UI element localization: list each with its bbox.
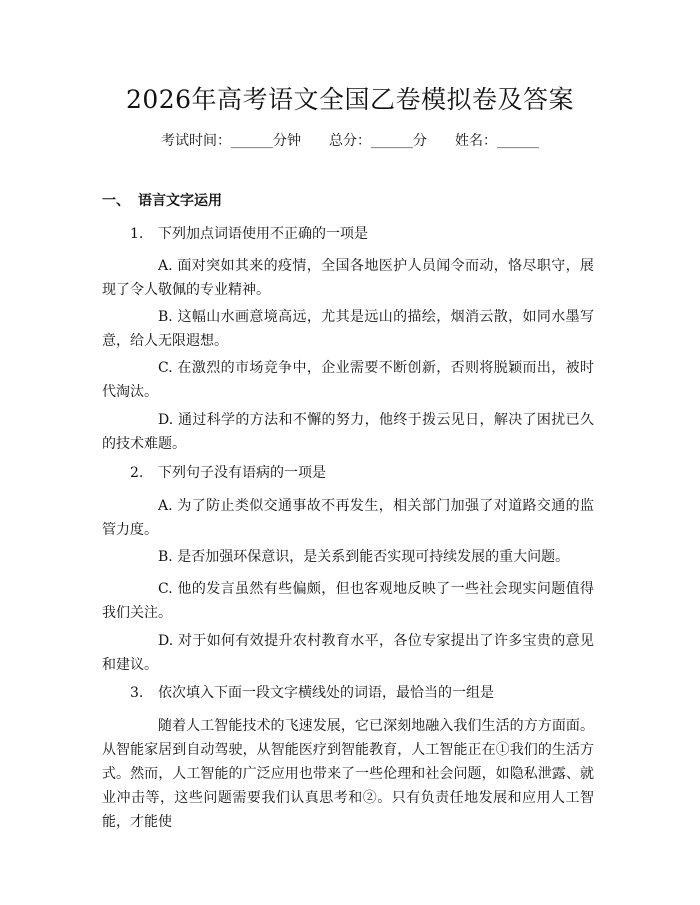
question-2-stem: [130, 461, 600, 485]
question-text: 下列加点词语使用不正确的一项是: [158, 226, 368, 242]
question-number: 3.: [130, 685, 144, 701]
question-2-option-d: D. 对于如何有效提升农村教育水平，各位专家提出了许多宝贵的意见和建议。: [102, 633, 594, 673]
question-1-option-b: B. 这幅山水画意境高远，尤其是远山的描绘，烟消云散，如同水墨写意，给人无限遐想。: [102, 309, 594, 349]
question-1-option-d: D. 通过科学的方法和不懈的努力，他终于拨云见日，解决了困扰已久的技术难题。: [102, 412, 594, 452]
question-number: 1.: [130, 226, 144, 242]
document-title: 2026年高考语文全国乙卷模拟卷及答案: [125, 85, 575, 114]
question-text: 依次填入下面一段文字横线处的词语，最恰当的一组是: [158, 685, 494, 701]
question-number: 2.: [130, 465, 144, 481]
exam-info-text: 考试时间：______分钟 总分：______分 姓名：______: [161, 133, 539, 149]
question-1-option-a: A. 面对突如其来的疫情，全国各地医护人员闻令而动，恪尽职守，展现了令人敬佩的专业精神。: [102, 258, 594, 298]
question-2-option-a: A. 为了防止类似交通事故不再发生，相关部门加强了对道路交通的监管力度。: [102, 498, 594, 538]
exam-info-line: [0, 130, 700, 152]
question-3-passage: 随着人工智能技术的飞速发展，它已深刻地融入我们生活的方方面面。从智能家居到自动驾驶，从智能医疗到智能教育，人工智能正在①我们的生活方式。然而，人工智能的广泛应用也带来了一些伦理和社会问题，如隐私泄露、就业冲击等，这些问题需要我们认真思考和②。只有负责任地发展和应用人工智能，才能使: [102, 718, 594, 830]
section-heading: [102, 190, 222, 212]
question-1-option-c: C. 在激烈的市场竞争中，企业需要不断创新，否则将脱颖而出，被时代淘汰。: [102, 360, 594, 400]
question-1-stem: [130, 222, 600, 246]
section-number: 一、: [102, 193, 130, 209]
question-2-option-b: B. 是否加强环保意识，是关系到能否实现可持续发展的重大问题。: [158, 549, 570, 565]
question-text: 下列句子没有语病的一项是: [158, 465, 326, 481]
section-title: 语言文字运用: [138, 193, 222, 209]
question-2-option-c: C. 他的发言虽然有些偏颇，但也客观地反映了一些社会现实问题值得我们关注。: [102, 581, 594, 621]
question-3-stem: [130, 681, 600, 705]
